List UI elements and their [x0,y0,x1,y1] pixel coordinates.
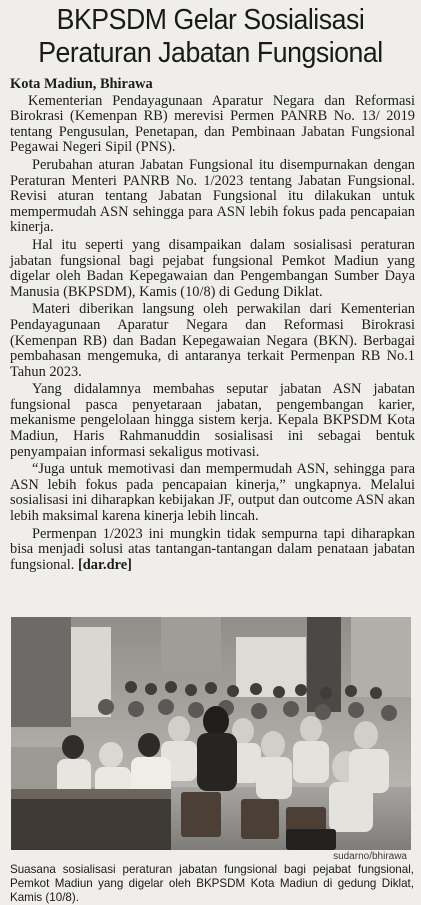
headline-line-1: BKPSDM Gelar Sosialisasi [56,4,365,36]
paragraph-4: Materi diberikan langsung oleh perwakilan dari Kementerian Pendayagunaan Aparatur Negara dan Reformasi Birokrasi (Kemenpan RB) dan Badan Kepegawaian Negara (BKN). Berbagai pembahasan mengemuka, di antaranya terkait Permenpan RB No.1 Tahun 2023. [10,301,415,380]
event-photo-illustration [11,617,411,850]
event-photo [11,617,411,850]
paragraph-5: Yang didalamnya membahas seputar jabatan ASN jabatan fungsional pasca penyetaraan jabatan, pengembangan karier, mekanisme pengelolaan hingga sistem kerja. Kepala BKPSDM Kota Madiun, Haris Rahmanuddin sosialisasi ini sebagai bentuk penyampaian informasi sekaligus motivasi. [10,381,415,460]
paragraph-7-text: Permenpan 1/2023 ini mungkin tidak sempurna tapi diharapkan bisa menjadi solusi atas tantangan-tantangan dalam penataan jabatan fungsional. [10,525,415,573]
dateline: Kota Madiun, Bhirawa [10,76,153,92]
article-body [10,77,415,575]
paragraph-1: Kementerian Pendayagunaan Aparatur Negara dan Reformasi Birokrasi (Kemenpan RB) merevisi Permen PANRB No. 13/ 2019 tentang Pengusulan, Penetapan, dan Pembinaan Jabatan Fungsional Pegawai Negeri Sipil (PNS). [10,92,415,156]
photo-caption: Suasana sosialisasi peraturan jabatan fungsional bagi pejabat fungsional, Pemkot Madiun yang digelar oleh BKPSDM Kota Madiun di gedung Diklat, Kamis (10/8). [10,863,414,904]
headline-line-2: Peraturan Jabatan Fungsional [38,37,383,69]
headline [17,4,404,70]
photo-credit: sudarno/bhirawa [333,851,407,862]
paragraph-7 [10,527,415,574]
paragraph-6: “Juga untuk memotivasi dan mempermudah ASN, sehingga para ASN lebih fokus pada pencapaian kinerja,” ungkapnya. Melalui sosialisasi ini diharapkan kebijakan JF, output dan outcome ASN akan lebih maksimal karena kinerja lebih lincah. [10,461,415,525]
paragraph-2: Perubahan aturan Jabatan Fungsional itu disempurnakan dengan Peraturan Menteri PANRB No. 1/2023 tentang Jabatan Fungsional. Revisi aturan tentang Jabatan Fungsional itu dilakukan untuk mempermudah ASN sehingga para ASN lebih fokus pada pencapaian kinerja. [10,156,415,236]
paragraph-3: Hal itu seperti yang disampaikan dalam sosialisasi peraturan jabatan fungsional bagi pejabat fungsional Pemkot Madiun yang digelar oleh Badan Kepegawaian dan Pengembangan Sumber Daya Manusia (BKPSDM), Kamis (10/8) di Gedung Diklat. [10,236,415,300]
author-tag: [dar.dre] [77,556,132,573]
